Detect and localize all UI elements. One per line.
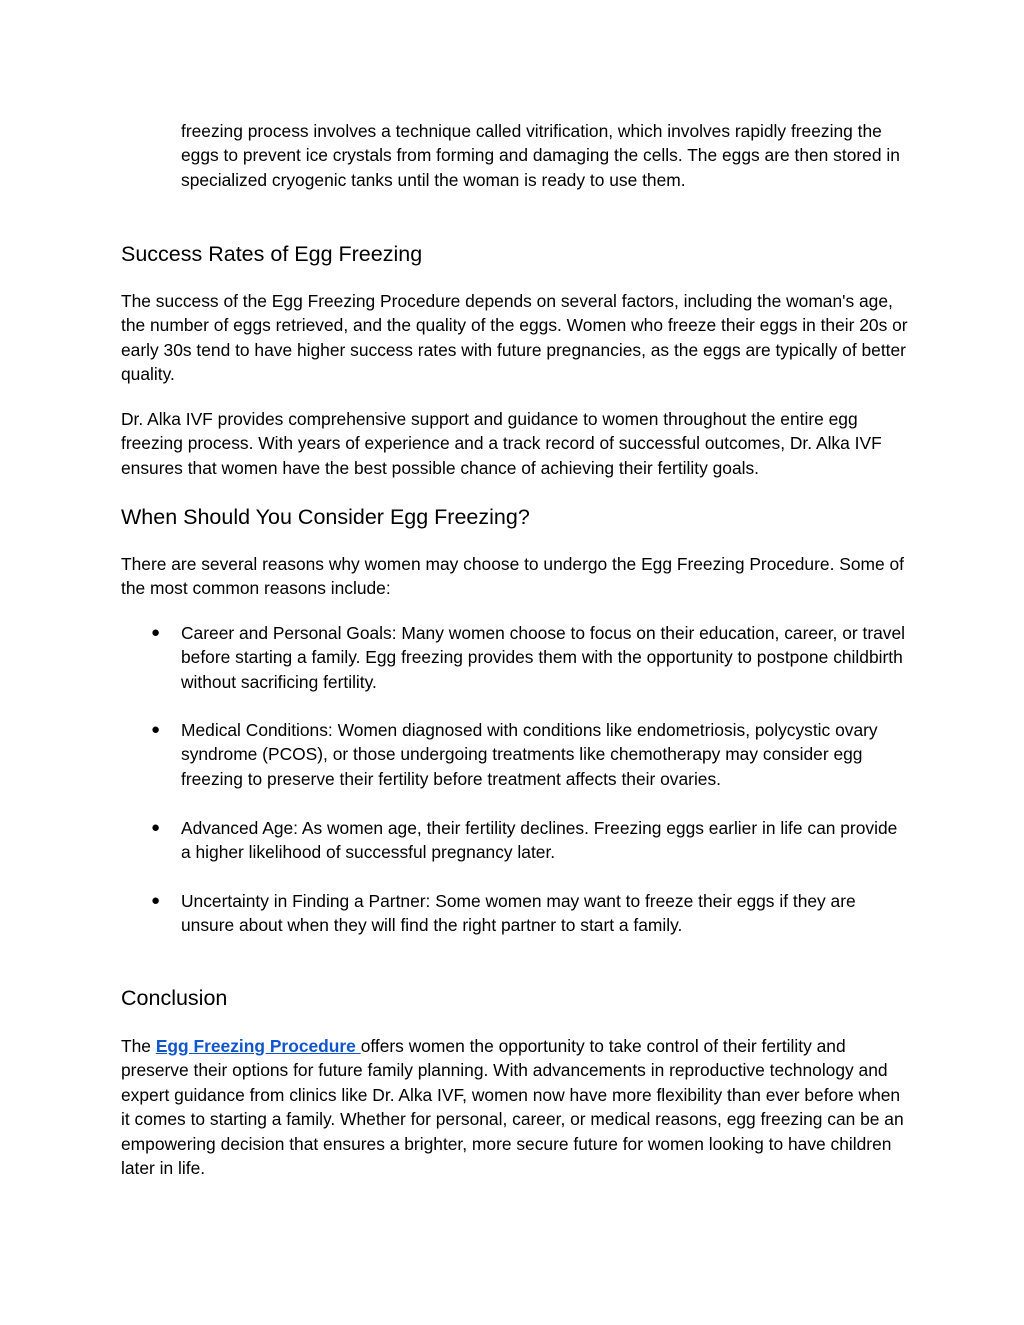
success-rates-heading: Success Rates of Egg Freezing	[121, 242, 423, 266]
bullet-icon: ●	[151, 892, 161, 909]
conclusion-paragraph	[121, 1034, 911, 1180]
bullet-icon: ●	[151, 624, 161, 641]
list-item-text: Medical Conditions: Women diagnosed with conditions like endometriosis, polycystic ovary syndrome (PCOS), or those undergoing treatments like chemotherapy may consider egg freezing to preserve their fertility before treatment affects their ovaries.	[181, 720, 878, 789]
list-item-text: Career and Personal Goals: Many women choose to focus on their education, career, or travel before starting a family. Egg freezing provides them with the opportunity to postpone childbirth without sacrificing fertility.	[181, 623, 906, 692]
conclusion-lead-text: The	[121, 1036, 156, 1056]
when-consider-intro-paragraph: There are several reasons why women may choose to undergo the Egg Freezing Procedure. Some of the most common reasons include:	[121, 554, 904, 599]
success-rates-paragraph-2: Dr. Alka IVF provides comprehensive support and guidance to women throughout the entire egg freezing process. With years of experience and a track record of successful outcomes, Dr. Alka IVF ensures that women have the best possible chance of achieving their fertility goals.	[121, 409, 882, 478]
when-consider-heading: When Should You Consider Egg Freezing?	[121, 505, 530, 529]
egg-freezing-procedure-link[interactable]: Egg Freezing Procedure	[155, 1036, 361, 1056]
success-rates-paragraph-1: The success of the Egg Freezing Procedure depends on several factors, including the woman's age, the number of eggs retrieved, and the quality of the eggs. Women who freeze their eggs in their 20s or early 30s tend to have higher success rates with future pregnancies, as the eggs are typically of better quality.	[121, 291, 908, 385]
conclusion-body-text: offers women the opportunity to take control of their fertility and preserve their options for future family planning. With advancements in reproductive technology and expert guidance from clinics like Dr. Alka IVF, women now have more flexibility than ever before when it comes to starting a family. Whether for personal, career, or medical reasons, egg freezing can be an empowering decision that ensures a brighter, more secure future for women looking to have children later in life.	[121, 1036, 904, 1179]
list-item-text: Uncertainty in Finding a Partner: Some women may want to freeze their eggs if they are unsure about when they will find the right partner to start a family.	[181, 891, 856, 936]
bullet-icon: ●	[151, 819, 161, 836]
list-item-text: Advanced Age: As women age, their fertility declines. Freezing eggs earlier in life can provide a higher likelihood of successful pregnancy later.	[181, 818, 898, 863]
bullet-icon: ●	[151, 721, 161, 738]
conclusion-heading: Conclusion	[121, 986, 228, 1010]
intro-continuation-paragraph: freezing process involves a technique called vitrification, which involves rapidly freezing the eggs to prevent ice crystals from forming and damaging the cells. The eggs are then stored in specialized cryogenic tanks until the woman is ready to use them.	[181, 121, 900, 190]
